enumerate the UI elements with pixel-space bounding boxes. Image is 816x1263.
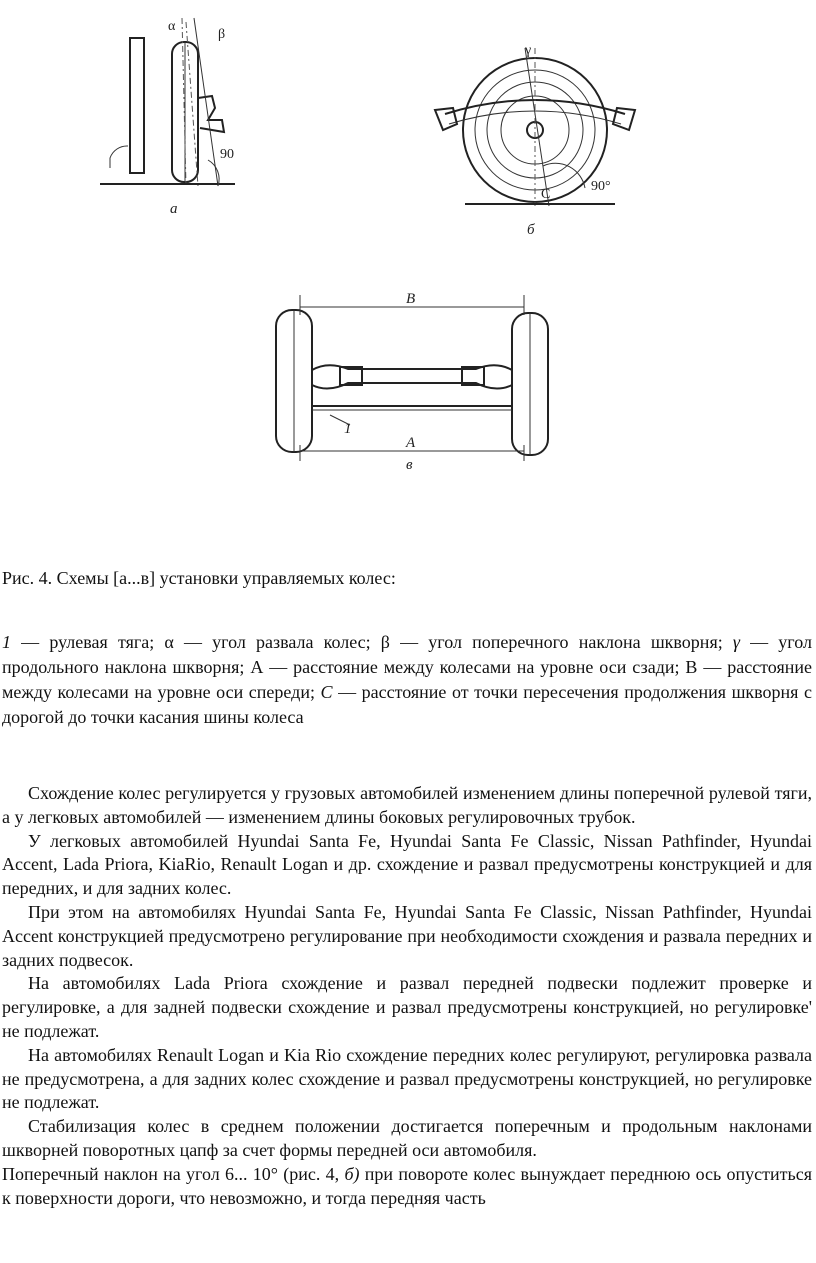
gamma-label: γ (525, 43, 532, 58)
figure-panel-b (425, 38, 645, 238)
paragraph-7-ref: б) (344, 1163, 360, 1184)
paragraph-6: Стабилизация колес в среднем положении достигается поперечным и продольным наклонами шкворней поворотных цапф за счет формы передней оси автомобиля. (2, 1116, 812, 1160)
panel-a-label: а (170, 201, 178, 217)
figure-legend (2, 630, 812, 730)
dim-a-label: A (406, 435, 416, 451)
figure-caption: Рис. 4. Схемы [а...в] установки управляемых колес: (2, 568, 396, 588)
panel-b-label: б (527, 222, 535, 238)
legend-text-3: — расстояние от точки пересечения продолжения шкворня с дорогой до точки касания шины колеса (2, 682, 813, 727)
legend-text-2: — угол продольного наклона шкворня; А — расстояние между колесами на уровне оси сзади; В — расстояние между колесами на уровне оси спереди; (2, 632, 812, 702)
c-label: C (541, 187, 551, 202)
beta-label: β (218, 27, 226, 42)
legend-item-1: 1 (2, 632, 11, 652)
paragraph-2: У легковых автомобилей Hyundai Santa Fe, Hyundai Santa Fe Classic, Nissan Pathfinder, Hyundai Accent, Lada Priora, KiaRio, Renault Logan и др. схождение и развал предусмотрены конструкцией и для передних, и для задних колес. (2, 830, 812, 899)
legend-text-1: — рулевая тяга; α — угол развала колес; β — угол поперечного наклона шкворня; (11, 632, 733, 652)
body-text (2, 782, 812, 1210)
legend-gamma: γ (732, 632, 740, 652)
paragraph-1: Схождение колес регулируется у грузовых автомобилей изменением длины поперечной рулевой тяги, а у легковых автомобилей — изменением длины боковых регулировочных трубок. (2, 783, 812, 827)
figure-panel-a (90, 8, 250, 218)
paragraph-4: На автомобилях Lada Priora схождение и развал передней подвески подлежит проверке и регулировке, а для задней подвески схождение и развал предусмотрены конструкцией, но регулировке' не подлежат. (2, 973, 812, 1041)
alpha-label: α (168, 19, 176, 34)
angle-90-deg-label: 90° (591, 179, 611, 194)
paragraph-7 (2, 1163, 812, 1211)
part-1-label: 1 (344, 421, 352, 437)
paragraph-7-part-a: Поперечный наклон на угол 6... 10° (рис. 4, (2, 1163, 345, 1184)
paragraph-5: На автомобилях Renault Logan и Kia Rio схождение передних колес регулируют, регулировка развала не предусмотрена, а для задних колес схождение и развал предусмотрены конструкцией, но регулировке не подлежат. (2, 1044, 812, 1113)
panel-v-label: в (406, 457, 413, 473)
legend-c: C (320, 682, 333, 702)
figure-panel-v (268, 285, 558, 480)
paragraph-7-part-c: при повороте колес вынуждает переднюю ось опуститься к поверхности дороги, что невозможно, и тогда передняя часть (2, 1163, 812, 1208)
paragraph-3: При этом на автомобилях Hyundai Santa Fe, Hyundai Santa Fe Classic, Nissan Pathfinder, Hyundai Accent конструкцией предусмотрено регулирование при необходимости схождения и развала передних и задних подвесок. (2, 901, 812, 970)
angle-90-label: 90 (220, 147, 234, 162)
dim-b-label: B (406, 291, 416, 307)
